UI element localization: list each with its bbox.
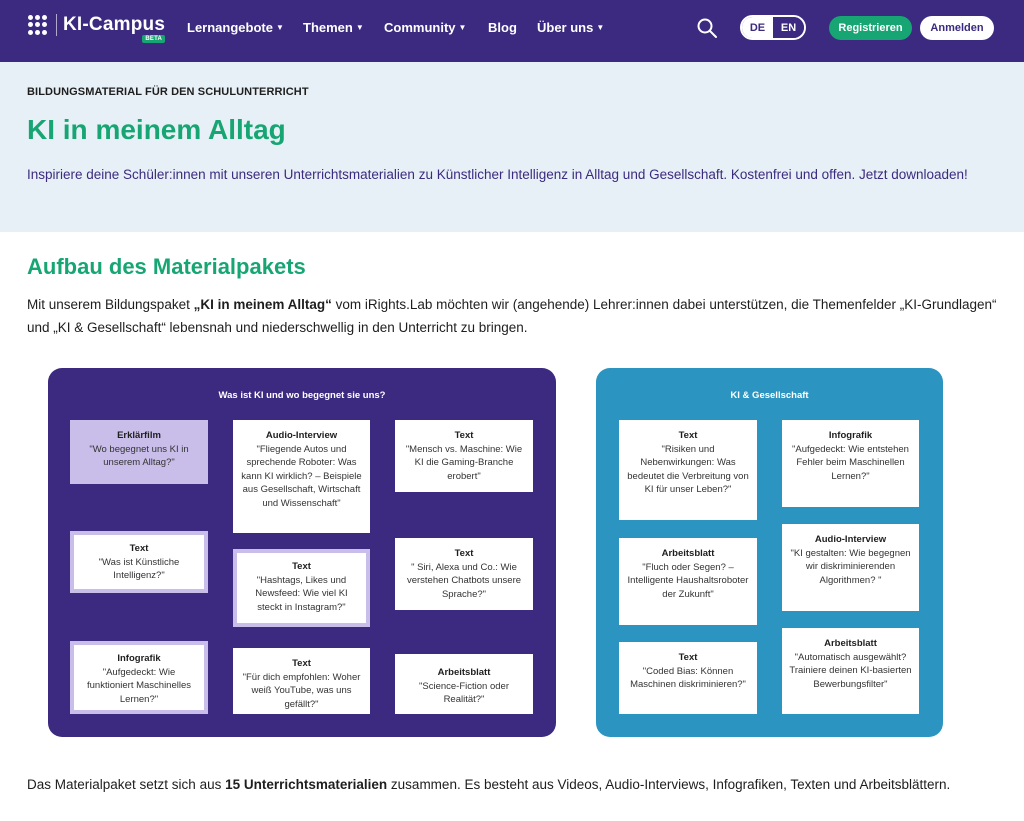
panel-ki-society <box>596 368 943 737</box>
card-type: Text <box>292 658 311 669</box>
ki-campus-logo[interactable] <box>28 14 166 42</box>
intro-paragraph: Mit unserem Bildungspaket „KI in meinem Alltag“ vom iRights.Lab möchten wir (angehende) Lehrer:innen dabei unterstützen, die Themenfelder „KI-Grundlagen“ und „KI & Gesellschaft“ lebensnah und niederschwellig in den Unterricht zu bringen. <box>27 297 997 335</box>
lang-en-option[interactable]: EN <box>773 17 804 38</box>
card-text: "Automatisch ausgewählt? Trainiere deinen KI-basierten Bewerbungsfilter" <box>789 651 912 690</box>
material-card[interactable] <box>395 420 533 492</box>
register-button[interactable]: Registrieren <box>829 16 912 40</box>
card-type: Infografik <box>828 430 873 441</box>
package-name: „KI in meinem Alltag“ <box>193 297 332 312</box>
card-type: Text <box>454 548 474 559</box>
card-type: Arbeitsblatt <box>437 667 491 678</box>
material-card[interactable] <box>233 648 370 714</box>
card-type: Infografik <box>117 653 161 664</box>
card-type: Text <box>678 652 698 663</box>
material-card[interactable] <box>782 524 919 611</box>
material-count: 15 Unterrichtsmaterialien <box>225 777 388 792</box>
card-type: Audio-Interview <box>265 430 338 441</box>
material-card[interactable] <box>619 642 757 714</box>
language-toggle[interactable] <box>740 15 806 40</box>
chevron-down-icon: ▼ <box>355 23 364 32</box>
material-card[interactable] <box>233 549 370 627</box>
card-type: Text <box>129 543 149 554</box>
card-text: "Aufgedeckt: Wie entstehen Fehler beim Maschinellen Lernen?" <box>792 443 909 482</box>
card-type: Text <box>678 430 698 441</box>
material-card[interactable] <box>70 641 208 714</box>
card-text: "Für dich empfohlen: Woher weiß YouTube, was uns gefällt?" <box>242 671 361 710</box>
card-type: Erklärfilm <box>117 430 161 441</box>
card-text: "Wo begegnet uns KI in unserem Alltag?" <box>89 443 189 468</box>
card-text: "Science-Fiction oder Realität?" <box>419 680 509 705</box>
material-card[interactable] <box>782 628 919 714</box>
material-card[interactable] <box>70 420 208 484</box>
outro-paragraph: Das Materialpaket setzt sich aus 15 Unterrichtsmaterialien zusammen. Es besteht aus Videos, Audio-Interviews, Infografiken, Texten und Arbeitsblättern. <box>27 777 951 792</box>
hero-eyebrow: BILDUNGSMATERIAL FÜR DEN SCHULUNTERRICHT <box>27 86 309 98</box>
card-text: "Aufgedeckt: Wie funktioniert Maschinelles Lernen?" <box>86 666 192 705</box>
card-text: "Hashtags, Likes und Newsfeed: Wie viel KI steckt in Instagram?" <box>255 574 348 613</box>
logo-wordmark: KI-Campus BETA <box>63 14 166 42</box>
nav-blog[interactable]: Blog <box>488 20 517 35</box>
material-card[interactable] <box>619 420 757 520</box>
card-type: Text <box>454 430 474 441</box>
card-type: Arbeitsblatt <box>824 638 877 649</box>
material-card[interactable] <box>395 538 533 610</box>
material-card[interactable] <box>395 654 533 714</box>
lang-de-option[interactable]: DE <box>742 17 773 38</box>
panel-heading: Was ist KI und wo begegnet sie uns? <box>218 390 386 401</box>
logo-divider <box>56 14 57 36</box>
login-button[interactable]: Anmelden <box>920 16 994 40</box>
panel-ki-basics <box>48 368 556 737</box>
card-text: "KI gestalten: Wie begegnen wir diskriminierenden Algorithmen? " <box>790 547 911 586</box>
logo-dots-icon <box>28 15 48 35</box>
card-text: "Fliegende Autos und sprechende Roboter: Was kann KI wirklich? – Beispiele aus Gesellschaft, Wirtschaft und Wissenschaft" <box>241 443 362 509</box>
nav-community[interactable]: Community ▼ <box>384 20 467 35</box>
material-card[interactable] <box>70 531 208 593</box>
page-title: KI in meinem Alltag <box>27 114 286 145</box>
card-text: "Mensch vs. Maschine: Wie KI die Gaming-Branche erobert" <box>405 443 523 482</box>
material-card[interactable] <box>233 420 370 533</box>
chevron-down-icon: ▼ <box>275 23 284 32</box>
nav-lernangebote[interactable]: Lernangebote ▼ <box>187 20 284 35</box>
beta-badge: BETA <box>142 35 165 43</box>
chevron-down-icon: ▼ <box>458 23 467 32</box>
chevron-down-icon: ▼ <box>596 23 605 32</box>
card-type: Arbeitsblatt <box>661 548 715 559</box>
card-text: "Fluch oder Segen? – Intelligente Haushaltsroboter der Zukunft" <box>627 561 749 600</box>
hero-banner <box>0 62 1024 232</box>
panel-heading: KI & Gesellschaft <box>730 390 809 401</box>
card-type: Text <box>292 561 311 572</box>
material-card[interactable] <box>782 420 919 507</box>
search-icon[interactable] <box>696 17 718 39</box>
card-type: Audio-Interview <box>814 534 887 545</box>
card-text: " Siri, Alexa und Co.: Wie verstehen Chatbots unsere Sprache?" <box>406 561 522 600</box>
card-text: "Was ist Künstliche Intelligenz?" <box>98 556 180 581</box>
material-card[interactable] <box>619 538 757 625</box>
section-title: Aufbau des Materialpakets <box>27 254 306 279</box>
top-navbar <box>0 0 1024 62</box>
nav-ueber-uns[interactable]: Über uns ▼ <box>537 20 605 35</box>
card-text: "Risiken und Nebenwirkungen: Was bedeutet die Verbreitung von KI für unser Leben?" <box>627 443 749 495</box>
hero-description: Inspiriere deine Schüler:innen mit unseren Unterrichtsmaterialien zu Künstlicher Intelligenz in Alltag und Gesellschaft. Kostenfrei und offen. Jetzt downloaden! <box>27 167 968 182</box>
nav-themen[interactable]: Themen ▼ <box>303 20 364 35</box>
card-text: "Coded Bias: Können Maschinen diskriminieren?" <box>630 665 746 690</box>
